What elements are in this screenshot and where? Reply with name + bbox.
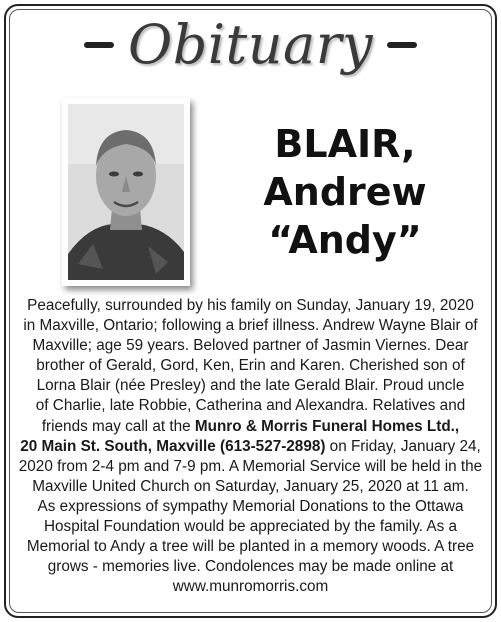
portrait-photo	[68, 104, 184, 280]
body-text-segment: friends may call at the	[41, 417, 195, 435]
name-surname: BLAIR,	[274, 122, 416, 166]
body-line	[14, 417, 487, 437]
body-line: grows - memories live. Condolences may be made online at	[47, 558, 454, 576]
obituary-body	[14, 296, 487, 597]
body-line: As expressions of sympathy Memorial Donations to the Ottawa	[37, 497, 464, 515]
body-line: Hospital Foundation would be appreciated by the family. As a	[44, 518, 457, 536]
body-line: Maxville; age 59 years. Beloved partner of Jasmin Viernes. Dear	[32, 337, 469, 355]
body-line	[14, 437, 487, 457]
body-line: Memorial to Andy a tree will be planted in a memory woods. A tree	[26, 538, 475, 556]
name-given: Andrew	[263, 170, 427, 214]
name-nickname: “Andy”	[268, 218, 422, 262]
body-line: of Charlie, late Robbie, Catherina and Alexandra. Relatives and	[35, 397, 466, 415]
header-title: Obituary	[127, 13, 374, 76]
funeral-home-address: 20 Main St. South, Maxville (613-527-2898)	[20, 437, 326, 455]
header-dash-left	[84, 42, 114, 48]
portrait-image	[68, 104, 184, 280]
body-line: brother of Gerald, Gord, Ken, Erin and Karen. Cherished son of	[36, 357, 465, 375]
header-dash-right	[387, 42, 417, 48]
body-line: Peacefully, surrounded by his family on Sunday, January 19, 2020	[27, 297, 474, 314]
body-line: in Maxville, Ontario; following a brief illness. Andrew Wayne Blair of	[23, 317, 478, 335]
body-line: Maxville United Church on Saturday, January 25, 2020 at 11 am.	[32, 477, 469, 495]
body-line: Lorna Blair (née Presley) and the late Gerald Blair. Proud uncle	[36, 377, 465, 395]
website-link[interactable]: www.munromorris.com	[172, 578, 329, 596]
obituary-header	[0, 10, 501, 80]
body-line: 2020 from 2-4 pm and 7-9 pm. A Memorial Service will be held in the	[18, 457, 483, 475]
body-text-segment: on Friday, January 24,	[325, 437, 481, 455]
deceased-name	[220, 120, 470, 264]
funeral-home-name: Munro & Morris Funeral Homes Ltd.,	[194, 417, 460, 435]
portrait-frame	[62, 98, 190, 286]
